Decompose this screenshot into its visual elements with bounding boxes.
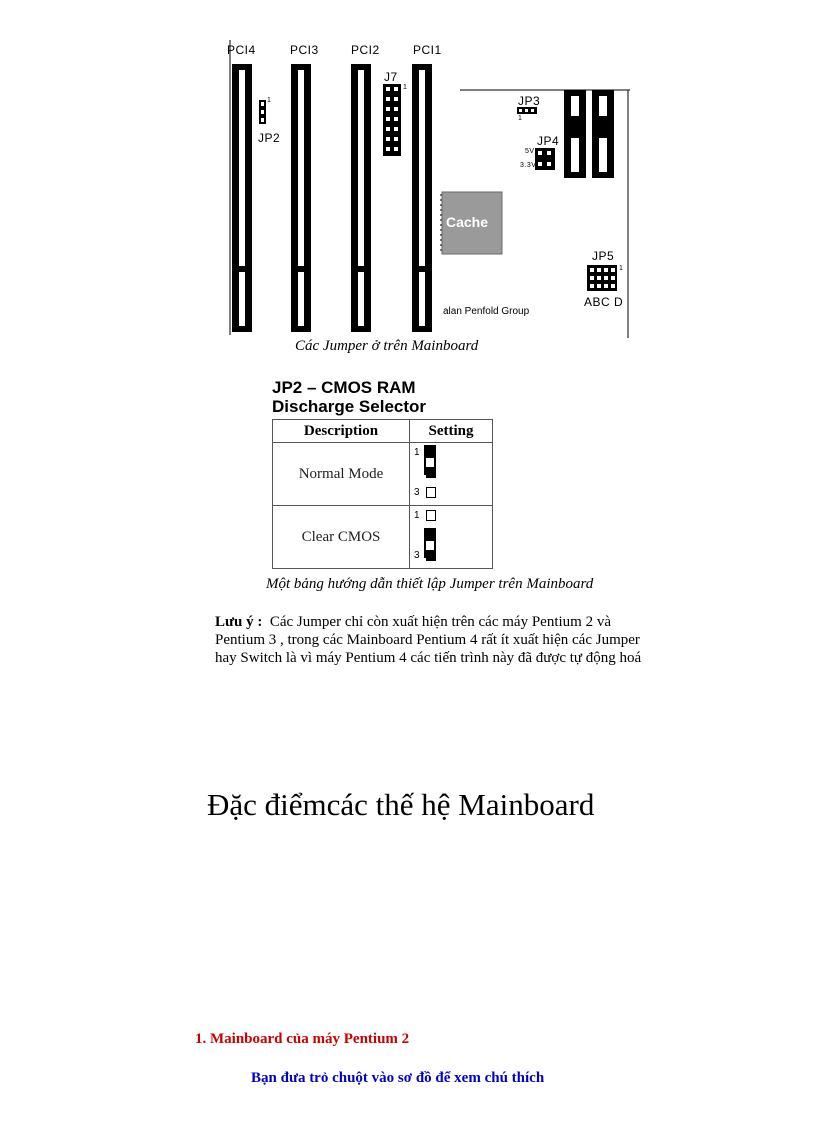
pci3-label: PCI3 [290, 43, 319, 57]
jp5-label: JP5 [592, 249, 615, 263]
note-text: Các Jumper chỉ còn xuất hiện trên các máy Pentium 2 và Pentium 3 , trong các Mainboard Pentium 4 rất ít xuất hiện các Jumper hay Switch là vì máy Pentium 4 các tiến trình này đã được tự động hoá [215, 614, 642, 666]
pin-label-1: 1 [414, 447, 420, 458]
memory-slots [564, 90, 614, 178]
jp5-cols-label: ABC D [584, 295, 624, 309]
motherboard-svg [220, 40, 630, 340]
section-heading: Đặc điểmcác thế hệ Mainboard [207, 787, 595, 822]
pci-slot-3 [291, 64, 311, 332]
jp4-label: JP4 [537, 134, 560, 148]
pin-1-open [426, 510, 436, 521]
jp4-3v3-label: 3.3V [520, 162, 537, 169]
jumper-table [272, 419, 493, 569]
section-1-subtitle: Bạn đưa trỏ chuột vào sơ đồ để xem chú thích [251, 1070, 545, 1086]
j7-label: J7 [384, 70, 398, 84]
board-caption: Các Jumper ở trên Mainboard [295, 338, 479, 354]
pci1-label: PCI1 [413, 43, 442, 57]
diagram-credit: alan Penfold Group [443, 306, 530, 317]
jumper-table-title-1: JP2 – CMOS RAM [272, 378, 416, 397]
header-setting: Setting [410, 420, 493, 443]
jp4-jumper [535, 148, 555, 170]
note-paragraph [215, 613, 645, 667]
pin-label-3: 3 [414, 550, 420, 561]
jp3-pin-one: 1 [518, 115, 523, 122]
jp2-pin-one: 1 [267, 97, 272, 104]
jp5-jumper [587, 265, 617, 291]
table-caption: Một bảng hướng dẫn thiết lập Jumper trên Mainboard [266, 576, 594, 592]
motherboard-diagram [220, 40, 630, 340]
pin-3-open [426, 487, 436, 498]
jumper-cap [424, 445, 436, 475]
jp2-jumper [259, 100, 266, 124]
note-label: Lưu ý : [215, 614, 263, 630]
jp2-label: JP2 [258, 131, 281, 145]
header-description: Description [273, 420, 410, 443]
jp3-label: JP3 [518, 94, 541, 108]
table-row [273, 506, 493, 569]
jp5-pin-one: 1 [619, 265, 624, 272]
jumper-table-block [272, 378, 493, 569]
table-header-row [273, 420, 493, 443]
pci2-label: PCI2 [351, 43, 380, 57]
row-normal-setting [410, 443, 493, 506]
j7-pin-one: 1 [403, 84, 408, 91]
jp3-jumper [517, 107, 537, 114]
row-clear-setting [410, 506, 493, 569]
row-normal-description: Normal Mode [273, 443, 410, 506]
table-row [273, 443, 493, 506]
j7-header [383, 84, 401, 156]
jumper-table-title-2: Discharge Selector [272, 397, 427, 416]
row-clear-description: Clear CMOS [273, 506, 410, 569]
pci4-label: PCI4 [227, 43, 256, 57]
pin-label-1: 1 [414, 510, 420, 521]
pci-slot-2 [351, 64, 371, 332]
pci-slot-4 [232, 64, 252, 332]
jp4-5v-label: 5V [525, 148, 535, 155]
pin-label-3: 3 [414, 487, 420, 498]
section-1-title: 1. Mainboard của máy Pentium 2 [195, 1031, 410, 1047]
jumper-cap [424, 528, 436, 558]
cache-label: Cache [446, 214, 489, 230]
pci-slot-1 [412, 64, 432, 332]
